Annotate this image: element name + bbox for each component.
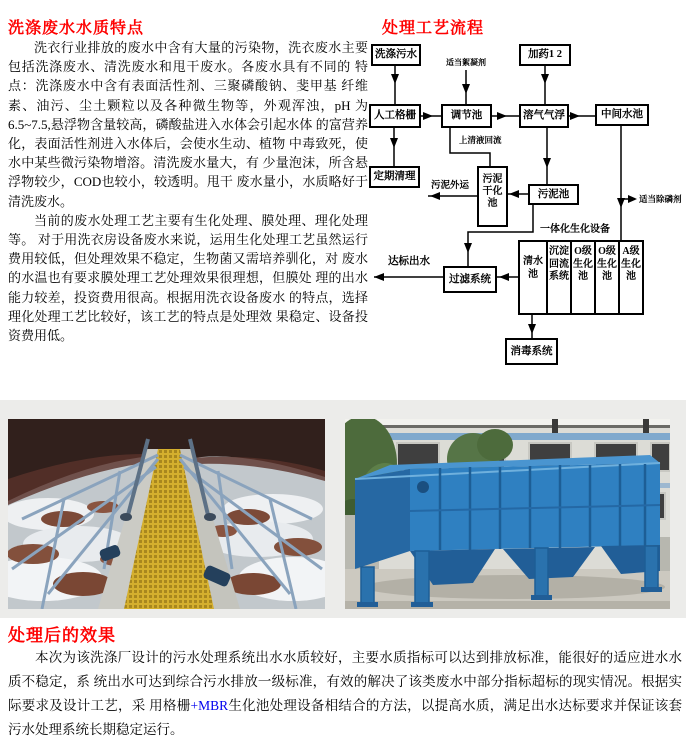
label-phosphorus-agent: 适当除磷剂	[639, 194, 682, 204]
node-manual-bar-screen: 人工格栅	[369, 104, 421, 128]
blue-tank-illustration	[345, 419, 670, 609]
paragraph-quality-2: 当前的废水处理工艺主要有生化处理、膜处理、理化处理等。 对于用洗衣房设备废水来说，运用生化处理工艺虽然运行 费用较低，但处理效果不稳定，生物菌又需培养驯化，对 废水的水温也有要求膜处理工艺处理效果很理想，但膜处 理的出水能力较差，投资费用很高。根据用洗衣设备废水 的特点，选择理化处理工艺比较好，该工艺的特点是处理效 果稳定、设备投资费用低。	[8, 212, 368, 344]
node-sludge-drying-tank: 污泥干化池	[477, 166, 508, 227]
node-filter-system: 过滤系统	[443, 266, 497, 293]
node-dissolved-air-flotation: 溶气气浮	[519, 104, 569, 128]
unit-col-settling-return: 沉淀回流系统	[548, 242, 572, 313]
aeration-tank-photo	[8, 419, 325, 609]
aeration-tank-illustration	[8, 419, 325, 609]
unit-col-o-level-1: O级生化池	[572, 242, 596, 313]
node-periodic-cleaning: 定期清理	[369, 166, 420, 188]
label-integrated-unit: 一体化生化设备	[539, 220, 611, 235]
integrated-bio-unit-table	[518, 240, 644, 315]
tank-pipe-stub	[417, 481, 429, 493]
mbr-highlight-text: +MBR	[190, 698, 229, 713]
node-chemical-dosing: 加药1 2	[519, 44, 571, 66]
unit-col-o-level-2: O级生化池	[596, 242, 620, 313]
unit-col-clean-water-tank: 清水池	[520, 242, 548, 313]
label-standard-effluent: 达标出水	[388, 256, 430, 267]
node-regulating-tank: 调节池	[441, 104, 492, 128]
effect-paragraph	[8, 646, 682, 742]
label-sludge-hauling: 污泥外运	[430, 177, 470, 191]
node-disinfection-system: 消毒系统	[505, 338, 558, 365]
label-supernatant-return: 上清液回流	[459, 135, 502, 145]
node-sludge-tank: 污泥池	[528, 184, 579, 205]
section-title-water-quality: 洗涤废水水质特点	[8, 20, 145, 37]
effect-text-before: 本次为该洗涤厂设计的污水处理系统出水水质较好，主要水质指标可以达到排放标准，能很好的适应进水水质不稳定，系 统出水可达到综合污水排放一级标准，有效的解决了该类废水中部分指标超标的现实情况。根据实际要求及设计工艺，采 用格栅	[8, 650, 682, 713]
supernatant-return-line	[450, 127, 490, 167]
label-flocculant: 适当絮凝剂	[446, 58, 486, 67]
section-title-effect: 处理后的效果	[8, 626, 116, 645]
water-quality-text-column	[8, 38, 368, 345]
section-title-process-flow: 处理工艺流程	[382, 20, 485, 37]
unit-col-a-level: A级生化池	[621, 246, 641, 282]
effect-text-after: 生化池处理设备相结合的方法，以提高水质，满足出水达标要求并保证该套污水处理系统长期稳定运行。	[8, 698, 683, 737]
node-intermediate-tank: 中间水池	[595, 104, 649, 126]
node-raw-washing-water: 洗涤污水	[371, 44, 421, 66]
blue-tank-photo	[345, 419, 670, 609]
paragraph-quality-1: 洗衣行业排放的废水中含有大量的污染物，洗衣废水主要 包括洗涤废水、清洗废水和甩干废水。各废水具有不同的 特点：洗涤废水中含有表面活性剂、三聚磷酸钠、斐甲基 纤维素、油污、尘土颗粒以及各种微生物等，外观浑浊，pH 为6.5~7.5,悬浮物含量较高，磷酸盐进入水体会引起水体 的富营养化，表面活性剂进入水体后，会使水生动、植物 中毒致死，使水中某些微污染物增溶。清洗废水量大，有 少量泡沫，所含悬浮物较少，COD也较小，较透明。甩干 废水量小，水质略好于清洗废水。	[8, 40, 368, 209]
photo-band	[0, 400, 686, 618]
